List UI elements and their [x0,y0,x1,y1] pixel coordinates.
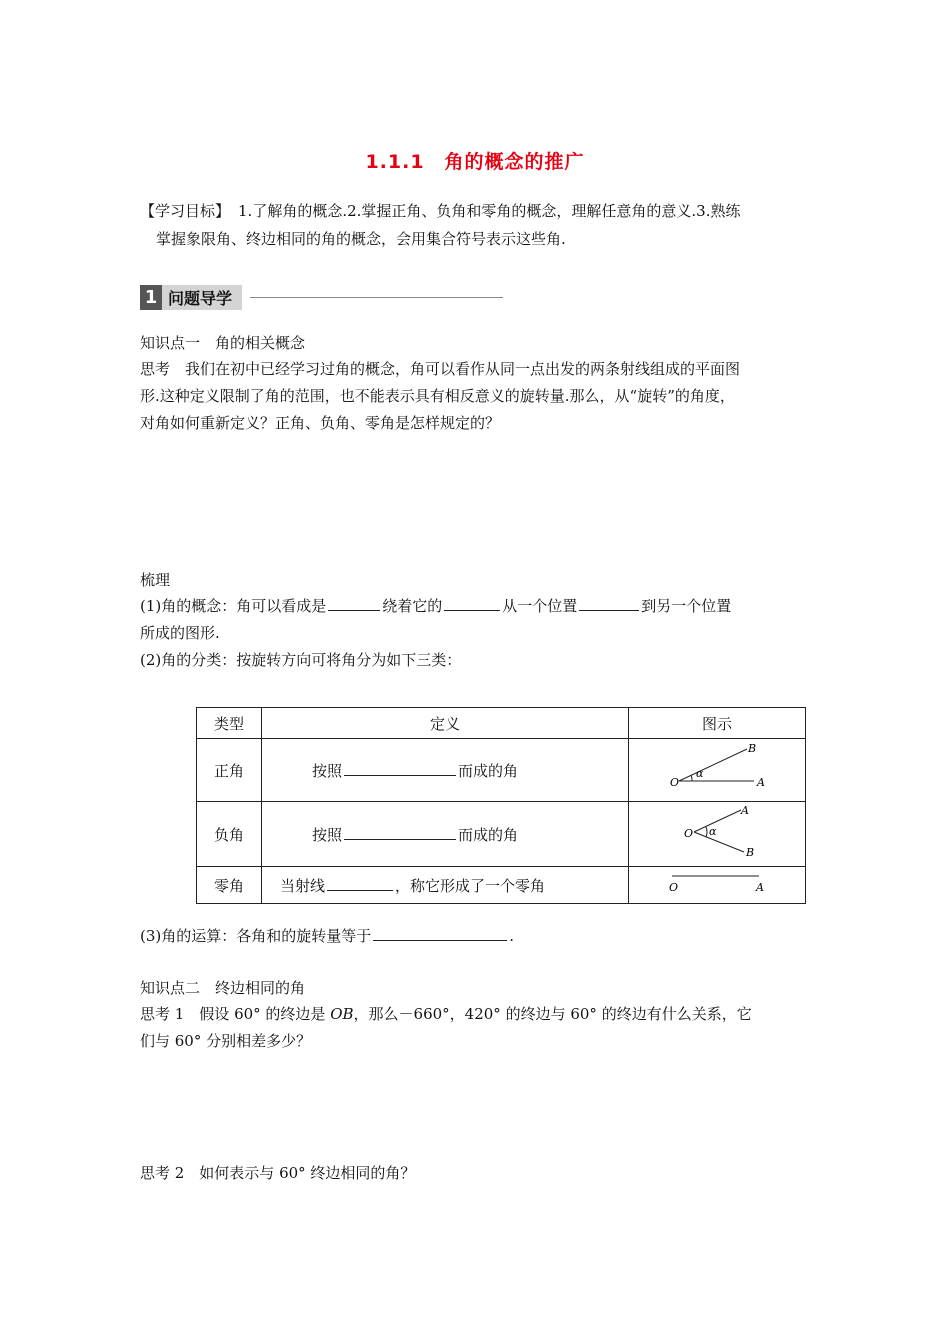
positive-angle-diagram [629,739,805,797]
fill-blank[interactable] [327,876,393,891]
kp2-think-2: 思考 2 如何表示与 60° 终边相同的角？ [140,1164,416,1182]
section-label: 问题导学 [162,285,242,310]
row-type: 零角 [197,867,262,904]
svg-text:A: A [741,804,749,817]
summary-item-1-line-2: 所成的图形. [140,624,220,642]
section-rule [250,297,503,298]
svg-text:O: O [684,827,694,840]
definition-text-b: 而成的角 [458,761,519,780]
negative-angle-figure [629,802,806,867]
zero-angle-diagram [629,867,805,899]
think1-text-b: ，那么－660°，420° 的终边与 60° 的终边有什么关系，它 [353,1005,752,1023]
summary-item-1 [140,595,731,617]
kp1-heading: 知识点一 角的相关概念 [140,334,306,352]
svg-text:B: B [746,846,755,859]
objectives-line-1 [140,200,741,222]
svg-text:A: A [756,881,764,894]
table-row [197,802,806,867]
definition-text-b: ，称它形成了一个零角 [395,876,546,895]
fill-blank[interactable] [344,825,456,840]
fill-blank[interactable] [328,596,380,611]
row-definition [262,802,629,867]
svg-text:O: O [670,776,680,789]
item1-text-a: (1)角的概念：角可以看成是 [140,597,327,615]
angle-classification-table [196,707,806,904]
summary-item-2: (2)角的分类：按旋转方向可将角分为如下三类： [140,651,462,669]
item1-text-c: 从一个位置 [502,597,578,615]
page-title: 1.1.1 角的概念的推广 [365,151,585,173]
positive-angle-figure [629,739,806,802]
kp1-think-line-3: 对角如何重新定义？正角、负角、零角是怎样规定的？ [140,414,501,432]
header-type: 类型 [197,708,262,739]
fill-blank[interactable] [444,596,500,611]
item3-text: (3)角的运算：各角和的旋转量等于 [140,927,372,945]
summary-label: 梳理 [140,571,171,589]
item1-text-d: 到另一个位置 [641,597,732,615]
row-type: 正角 [197,739,262,802]
summary-item-3 [140,925,514,947]
section-number: 1 [140,285,162,310]
objectives-text-1: 1.了解角的概念.2.掌握正角、负角和零角的概念，理解任意角的意义.3.熟练 [238,202,741,220]
row-type: 负角 [197,802,262,867]
zero-angle-figure [629,867,806,904]
kp2-heading: 知识点二 终边相同的角 [140,979,306,997]
svg-text:O: O [669,881,679,894]
table-header-row [197,708,806,739]
definition-text-a: 按照 [312,761,343,780]
fill-blank[interactable] [344,761,456,776]
table-row [197,867,806,904]
table-row [197,739,806,802]
think1-text-a: 思考 1 假设 60° 的终边是 [140,1005,331,1023]
kp2-think-1 [140,1003,752,1025]
objectives-label: 【学习目标】 [140,202,231,220]
item3-end: . [509,927,515,945]
think1-ob: OB [330,1005,354,1023]
header-definition: 定义 [262,708,629,739]
negative-angle-diagram [629,802,805,862]
kp1-think-line-1: 思考 我们在初中已经学习过角的概念，角可以看作从同一点出发的两条射线组成的平面图 [140,360,741,378]
header-figure: 图示 [629,708,806,739]
kp1-think-line-2: 形.这种定义限制了角的范围，也不能表示具有相反意义的旋转量.那么，从“旋转”的角度， [140,387,735,405]
svg-text:α: α [709,825,717,838]
svg-text:α: α [696,767,704,780]
svg-text:A: A [757,776,765,789]
fill-blank[interactable] [373,926,507,941]
definition-text-a: 当射线 [280,876,326,895]
fill-blank[interactable] [579,596,639,611]
row-definition [262,867,629,904]
definition-text-b: 而成的角 [458,825,519,844]
definition-text-a: 按照 [312,825,343,844]
kp2-think-1-line-2: 们与 60° 分别相差多少？ [140,1032,312,1050]
row-definition [262,739,629,802]
svg-text:B: B [748,742,757,755]
section-header [140,285,503,310]
item1-text-b: 绕着它的 [382,597,443,615]
objectives-line-2: 掌握象限角、终边相同的角的概念，会用集合符号表示这些角. [156,230,566,248]
